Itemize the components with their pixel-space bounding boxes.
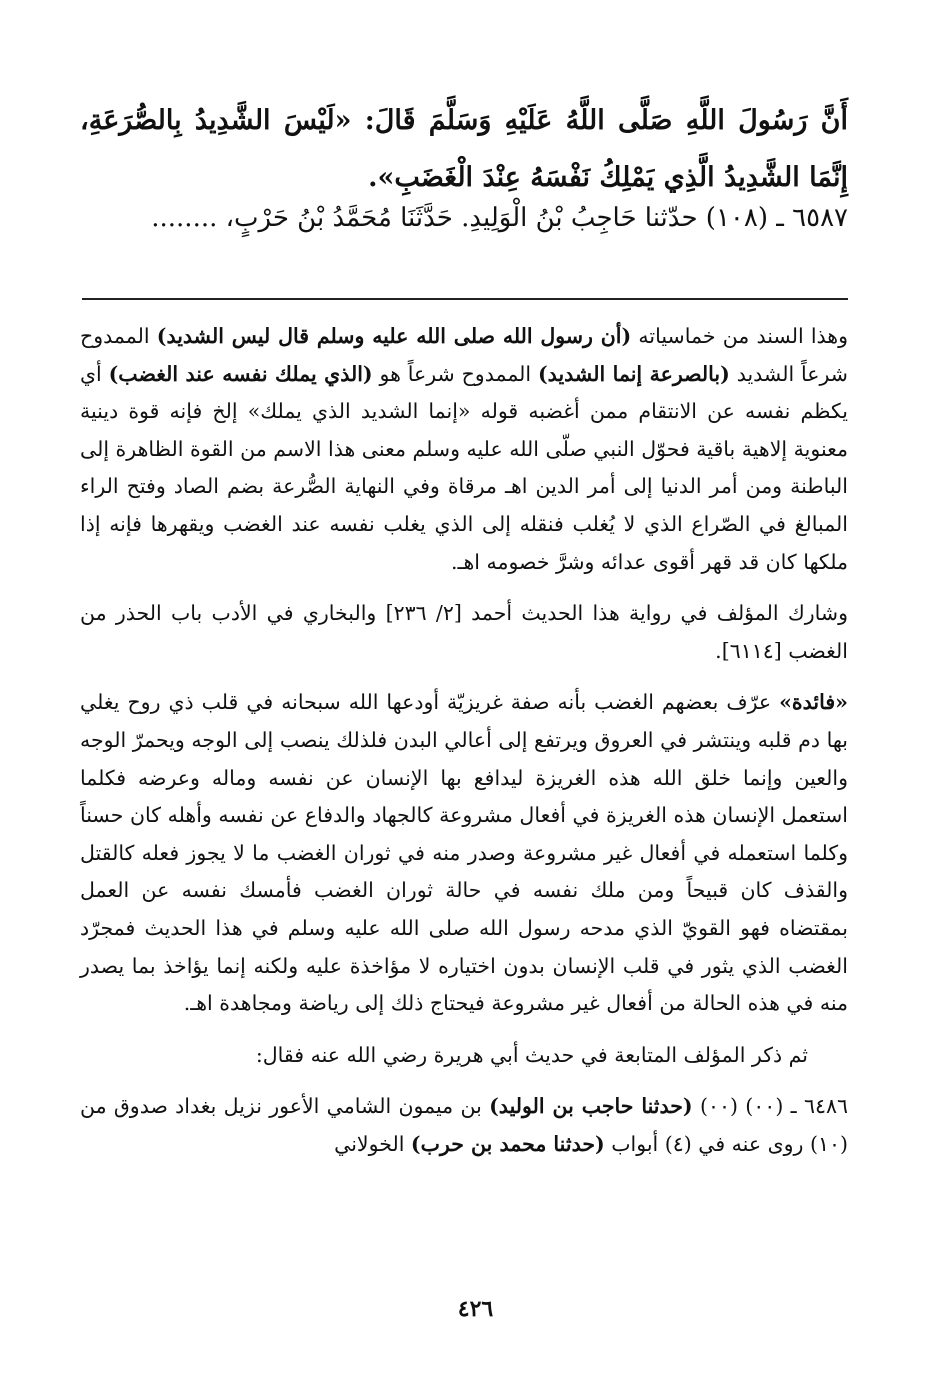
bold-quote: (حدثنا حاجب بن الوليد): [489, 1094, 693, 1119]
page-number: ٤٢٦: [457, 1296, 494, 1322]
commentary-section: [80, 318, 848, 1173]
text-run: بن ميمون الشامي الأعور نزيل بغداد صدوق من (١٠) روى عنه في (٤) أبواب: [80, 1094, 848, 1156]
bold-quote: (حدثنا محمد بن حرب): [410, 1131, 605, 1156]
commentary-paragraph-2: وشارك المؤلف في رواية هذا الحديث أحمد [٢/ ٢٣٦] والبخاري في الأدب باب الحذر من الغضب [٦١١٤].: [80, 601, 848, 663]
hadith-matn: أَنَّ رَسُولَ اللَّهِ صَلَّى اللَّهُ عَلَيْهِ وَسَلَّمَ قَالَ: «لَيْسَ الشَّدِيدُ بِالصُّرَعَةِ، إِنَّمَا الشَّدِيدُ الَّذِي يَمْلِكُ نَفْسَهُ عِنْدَ الْغَضَبِ».: [80, 105, 848, 193]
bold-quote: (الذي يملك نفسه عند الغضب): [108, 361, 373, 386]
text-run: أي يكظم نفسه عن الانتقام ممن أغضبه قوله «إنما الشديد الذي يملك» إلخ فإنه قوة دينية معنوية إلاهية باقية فحوّل النبي صلّى الله عليه وسلم معنى هذا الاسم من القوة الظاهرة إلى الباطنة ومن أمر الدنيا إلى أمر الدين اهـ مرقاة وفي النهاية الصُّرعة بضم الصاد وفتح الراء المبالغ في الصّراع الذي لا يُغلب فنقله إلى الذي يغلب نفسه عند الغضب ويقهرها فإنه إذا ملكها كان قد قهر أقوى عدائه وشرَّ خصومه اهـ.: [80, 361, 848, 574]
text-run: ٦٤٨٦ ـ (٠٠) (٠٠): [692, 1094, 849, 1119]
text-run: وهذا السند من خماسياته: [631, 324, 849, 348]
bold-label: «فائدة»: [779, 690, 848, 715]
commentary-paragraph-1: [80, 318, 848, 581]
footnote-divider: [82, 298, 848, 300]
commentary-paragraph-4: ثم ذكر المؤلف المتابعة في حديث أبي هريرة رضي الله عنه فقال:: [255, 1042, 808, 1067]
text-run: الخولاني: [334, 1131, 411, 1156]
text-run: عرّف بعضهم الغضب بأنه صفة غريزيّة أودعها الله سبحانه في قلب ذي روح يغلي بها دم قلبه وينتشر في العروق ويرتفع إلى أعالي البدن فلذلك ينصب إلى الوجه ويحمرّ الوجه والعين وإنما خلق الله هذه الغريزة ليدافع بها الإنسان عن نفسه وماله وعرضه فكلما استعمل الإنسان هذه الغريزة في أفعال مشروعة كالجهاد والدفاع عن نفسه وأهله كان حسناً وكلما استعمله في أفعال غير مشروعة وصدر منه في ثوران الغضب ما لا يجوز فعله كالقتل والقذف كان قبيحاً ومن ملك نفسه في حالة ثوران الغضب فأمسك نفسه عن العمل بمقتضاه فهو القويّ الذي مدحه رسول الله صلى الله عليه وسلم في هذا الحديث فمجرّد الغضب الذي يثور في قلب الإنسان بدون اختياره لا مؤاخذة عليه ولكنه إنما يؤاخذ بما يصدر منه في هذه الحالة من أفعال غير مشروعة فيحتاج ذلك إلى رياضة ومجاهدة اهـ.: [80, 690, 848, 1016]
commentary-paragraph-5: [80, 1088, 848, 1163]
bold-quote: (أن رسول الله صلى الله عليه وسلم قال ليس الشديد): [156, 324, 632, 348]
text-run: الممدوح شرعاً الشديد: [80, 324, 848, 386]
hadith-isnad-line: ٦٥٨٧ ـ (١٠٨) حدّثنا حَاجِبُ بْنُ الْوَلِيدِ. حَدَّثَنَا مُحَمَّدُ بْنُ حَرْبٍ، ........: [151, 203, 848, 233]
text-run: الممدوح شرعاً هو: [372, 361, 538, 386]
bold-quote: (بالصرعة إنما الشديد): [537, 361, 730, 386]
hadith-text: [80, 92, 848, 206]
commentary-paragraph-3: [80, 684, 848, 1022]
